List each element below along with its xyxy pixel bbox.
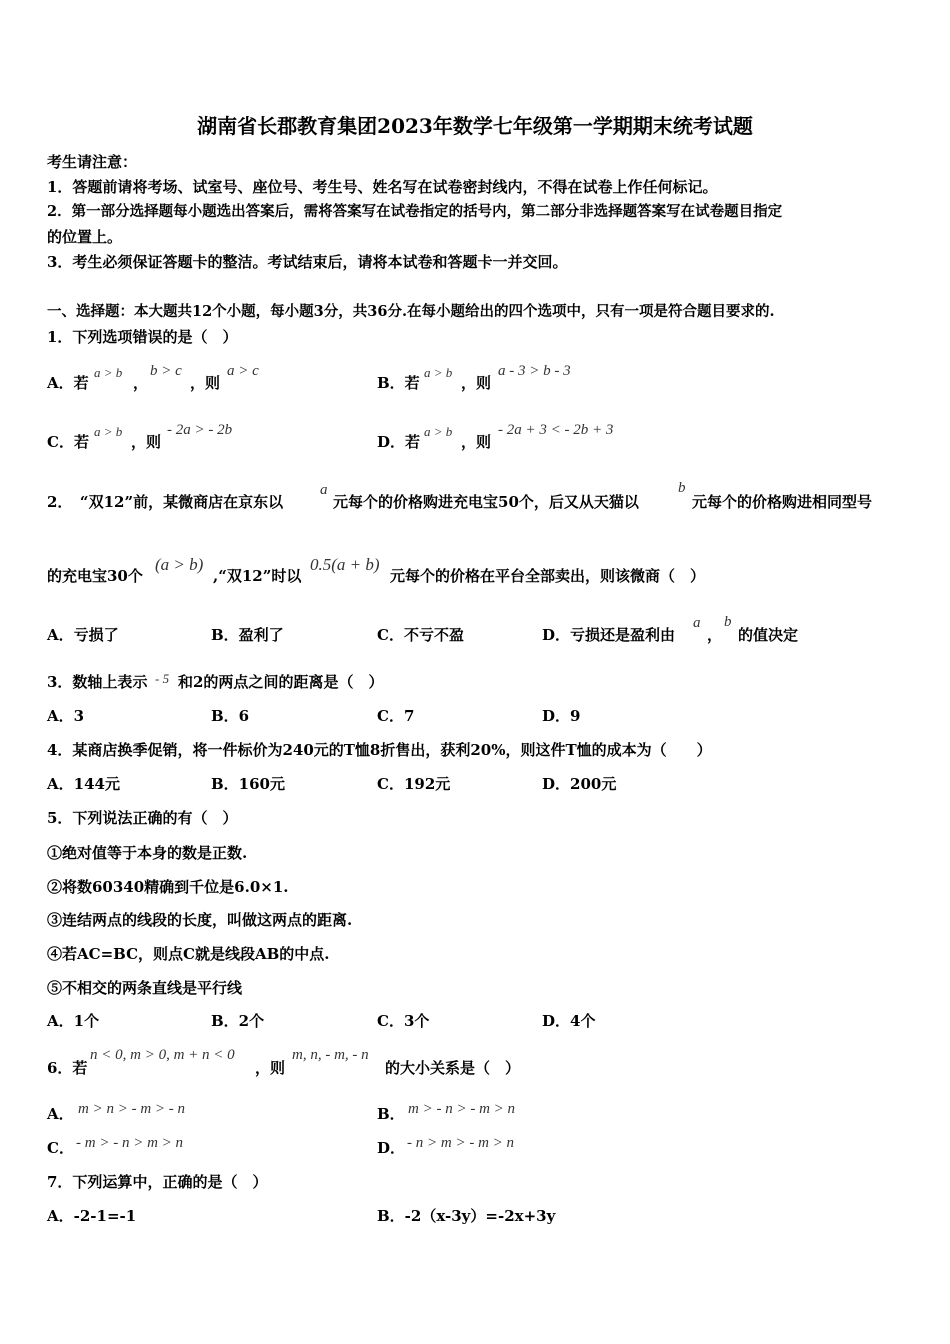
q6-stem-pre: 6．若 <box>47 1059 88 1077</box>
q5-statement-2: ②将数60340精确到千位是6.0×1. <box>47 878 289 896</box>
notice-item-2: 2．第一部分选择题每小题选出答案后，需将答案写在试卷指定的括号内，第二部分非选择题答案写在试卷题目指定 <box>47 203 783 220</box>
q5-option-a[interactable]: A．1个 <box>47 1012 100 1030</box>
q4-option-a[interactable]: A．144元 <box>47 775 120 793</box>
q2-d-text-pre: D．亏损还是盈利由 <box>542 626 676 644</box>
q2-math-a: a <box>320 482 328 498</box>
q2-stem-part-6: 元每个的价格在平台全部卖出，则该微商（ ） <box>390 567 706 585</box>
q1-a-then: ，则 <box>190 374 221 392</box>
q1-b-label: B．若 <box>377 374 420 392</box>
q2-option-b[interactable]: B．盈利了 <box>211 626 284 644</box>
notice-item-1: 1．答题前请将考场、试室号、座位号、考生号、姓名写在试卷密封线内，不得在试卷上作任何标记。 <box>47 178 718 196</box>
q6-math-terms: m, n, - m, - n <box>292 1047 369 1063</box>
q5-option-d[interactable]: D．4个 <box>542 1012 596 1030</box>
q1-a-math-2: b > c <box>150 363 182 379</box>
q7-option-a[interactable]: A．-2-1=-1 <box>47 1207 137 1225</box>
q6-a-label: A． <box>47 1105 74 1123</box>
q1-a-math-1: a > b <box>94 365 123 380</box>
q1-c-math-2: - 2a > - 2b <box>167 422 233 438</box>
q3-stem-post: 和2的两点之间的距离是（ ） <box>178 673 384 691</box>
q2-math-condition: (a > b) <box>155 555 204 574</box>
q6-d-math: - n > m > - m > n <box>407 1135 515 1151</box>
q6-stem-mid: ，则 <box>255 1059 286 1077</box>
notice-heading: 考生请注意： <box>47 153 138 171</box>
q4-stem: 4．某商店换季促销，将一件标价为240元的T恤8折售出，获利20%，则这件T恤的成本为（ ） <box>47 741 712 759</box>
q4-option-d[interactable]: D．200元 <box>542 775 617 793</box>
q1-c-math-1: a > b <box>94 424 123 439</box>
q4-option-c[interactable]: C．192元 <box>377 775 451 793</box>
q1-d-label: D．若 <box>377 433 421 451</box>
q2-stem-part-2: 元每个的价格购进充电宝50个，后又从天猫以 <box>333 493 639 511</box>
q6-c-label: C． <box>47 1139 74 1157</box>
q1-stem: 1．下列选项错误的是（ ） <box>47 328 238 346</box>
q3-option-d[interactable]: D．9 <box>542 707 581 725</box>
q2-stem-part-3: 元每个的价格购进相同型号 <box>692 493 873 511</box>
q5-statement-5: ⑤不相交的两条直线是平行线 <box>47 979 243 997</box>
q1-a-label: A．若 <box>47 374 89 392</box>
q5-statement-4: ④若AC=BC，则点C就是线段AB的中点. <box>47 945 330 963</box>
q1-b-math-2: a - 3 > b - 3 <box>498 363 571 379</box>
q7-stem: 7．下列运算中，正确的是（ ） <box>47 1173 268 1191</box>
q5-statement-1: ①绝对值等于本身的数是正数. <box>47 844 248 862</box>
q2-d-math-a: a <box>693 615 701 631</box>
q2-option-a[interactable]: A．亏损了 <box>47 626 119 644</box>
page-title: 湖南省长郡教育集团2023年数学七年级第一学期期末统考试题 <box>197 114 753 138</box>
q6-d-label: D． <box>377 1139 406 1157</box>
q3-option-a[interactable]: A．3 <box>47 707 85 725</box>
q6-a-math: m > n > - m > - n <box>78 1101 186 1117</box>
q2-math-b: b <box>678 480 686 496</box>
q5-option-b[interactable]: B．2个 <box>211 1012 265 1030</box>
q6-b-math: m > - n > - m > n <box>408 1101 516 1117</box>
q2-option-c[interactable]: C．不亏不盈 <box>377 626 464 644</box>
q1-a-sep: ， <box>133 374 149 392</box>
q1-a-math-3: a > c <box>227 363 259 379</box>
q3-stem-pre: 3．数轴上表示 <box>47 673 148 691</box>
q2-stem-part-4: 的充电宝30个 <box>47 567 143 585</box>
q2-d-sep: ， <box>707 626 723 644</box>
q3-option-b[interactable]: B．6 <box>211 707 250 725</box>
q7-option-b[interactable]: B．-2（x-3y）=-2x+3y <box>377 1207 556 1225</box>
q2-stem-part-5: ,“双12”时以 <box>213 567 302 585</box>
q1-c-label: C．若 <box>47 433 89 451</box>
notice-item-2-cont: 的位置上。 <box>47 228 123 246</box>
q1-d-then: ，则 <box>461 433 492 451</box>
q4-option-b[interactable]: B．160元 <box>211 775 285 793</box>
q3-option-c[interactable]: C．7 <box>377 707 415 725</box>
q5-statement-3: ③连结两点的线段的长度，叫做这两点的距离. <box>47 911 353 929</box>
q1-b-then: ，则 <box>461 374 492 392</box>
q2-d-text-post: 的值决定 <box>738 626 799 644</box>
q6-c-math: - m > - n > m > n <box>76 1135 184 1151</box>
q6-stem-post: 的大小关系是（ ） <box>385 1059 521 1077</box>
q6-b-label: B． <box>377 1105 405 1123</box>
q2-d-math-b: b <box>724 614 732 630</box>
q6-math-condition: n < 0, m > 0, m + n < 0 <box>90 1047 235 1063</box>
section-heading: 一、选择题：本大题共12个小题，每小题3分，共36分.在每小题给出的四个选项中，只有一项是符合题目要求的. <box>47 303 775 320</box>
q2-math-price: 0.5(a + b) <box>310 555 380 574</box>
q2-stem-part-1: 2． “双12”前，某微商店在京东以 <box>47 493 284 511</box>
q5-option-c[interactable]: C．3个 <box>377 1012 430 1030</box>
q5-stem: 5．下列说法正确的有（ ） <box>47 809 238 827</box>
q1-d-math-2: - 2a + 3 < - 2b + 3 <box>498 422 614 438</box>
notice-item-3: 3．考生必须保证答题卡的整洁。考试结束后，请将本试卷和答题卡一并交回。 <box>47 253 568 271</box>
q1-d-math-1: a > b <box>424 424 453 439</box>
q3-math: - 5 <box>155 671 170 686</box>
q1-c-then: ，则 <box>131 433 162 451</box>
q1-b-math-1: a > b <box>424 365 453 380</box>
